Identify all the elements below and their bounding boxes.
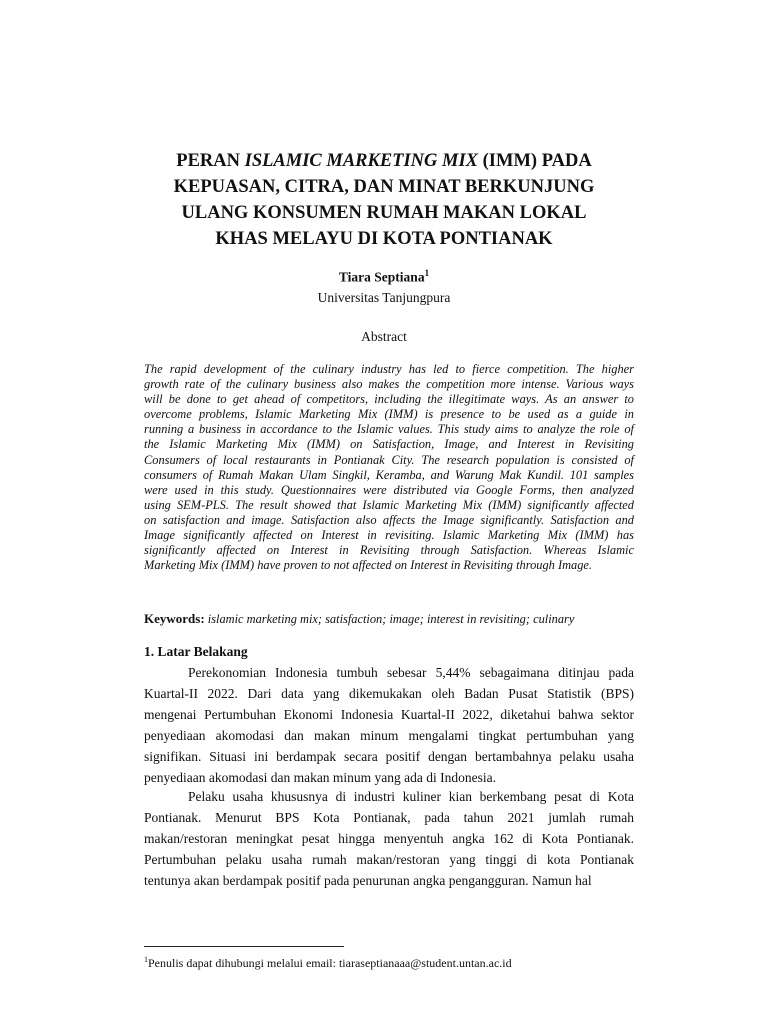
- paragraph-2: [144, 786, 634, 891]
- abstract-line: the Islamic Marketing Mix (IMM) on Satisfaction, Image, and Interest in Revisiting: [144, 437, 634, 452]
- paragraph-line: signifikan. Situasi ini berdampak secara positif dengan bertambahnya pelaku usaha: [144, 749, 634, 764]
- paragraph-line: Kuartal-II 2022. Dari data yang dikemukakan oleh Badan Pusat Statistik (BPS): [144, 686, 634, 701]
- author-name: [0, 268, 768, 286]
- paragraph-line: Perekonomian Indonesia tumbuh sebesar 5,44% sebagaimana ditinjau pada: [188, 665, 634, 680]
- abstract-line: will be done to get ahead of competitors, including the illegitimate ways. As an answer to: [144, 392, 634, 407]
- paragraph-1: [144, 662, 634, 788]
- footnote-text: Penulis dapat dihubungi melalui email: tiaraseptianaaa@student.untan.ac.id: [148, 956, 512, 970]
- abstract-line: Consumers of local restaurants in Pontianak City. The research population is consisted of: [144, 452, 634, 467]
- footnote-divider: [144, 946, 344, 947]
- keywords: [144, 611, 644, 627]
- paragraph-line: Pelaku usaha khususnya di industri kuliner kian berkembang pesat di Kota: [188, 789, 634, 804]
- abstract-line: growth rate of the culinary business also makes the competition more intense. Various ways: [144, 377, 634, 392]
- abstract-heading: Abstract: [361, 329, 407, 344]
- paragraph-line: Pontianak. Menurut BPS Kota Pontianak, pada tahun 2021 jumlah rumah: [144, 810, 634, 825]
- paragraph-line: penyediaan akomodasi dan makan minum mengalami tingkat pertumbuhan yang: [144, 728, 634, 743]
- paragraph-line: makan/restoran meningkat pesat hingga menyentuh angka 162 di Kota Pontianak.: [144, 831, 634, 846]
- abstract-line: significantly affected on Interest in Revisiting through Satisfaction. Whereas Islamic: [144, 543, 634, 558]
- author-affiliation: Universitas Tanjungpura: [317, 290, 451, 305]
- title-line-1: [120, 148, 648, 174]
- title-line-2: KEPUASAN, CITRA, DAN MINAT BERKUNJUNG: [173, 177, 595, 197]
- title-line-1-start: PERAN: [176, 151, 245, 171]
- title-line-4: KHAS MELAYU DI KOTA PONTIANAK: [215, 229, 553, 249]
- footnote-marker: 1: [144, 955, 148, 964]
- section-heading: 1. Latar Belakang: [144, 644, 248, 659]
- paragraph-line: penyediaan akomodasi dan makan minum yang ada di Indonesia.: [144, 770, 497, 785]
- author-name-text: Tiara Septiana: [338, 269, 425, 285]
- abstract-line: using SEM-PLS. The result showed that Islamic Marketing Mix (IMM) significantly affected: [144, 497, 634, 512]
- abstract-line: on satisfaction and image. Satisfaction also affects the Image significantly. Satisfaction and: [144, 512, 634, 527]
- abstract-line: Image significantly affected on Interest in revisiting. Islamic Marketing Mix (IMM) has: [144, 528, 634, 543]
- abstract-body: [144, 362, 634, 573]
- abstract-line: were used in this study. Questionnaires were distributed via Google Forms, then analyzed: [144, 482, 634, 497]
- keywords-text: islamic marketing mix; satisfaction; image; interest in revisiting; culinary: [204, 612, 575, 626]
- footnote: [144, 955, 512, 971]
- paragraph-line: mengenai Pertumbuhan Ekonomi Indonesia Kuartal-II 2022, diketahui bahwa sektor: [144, 707, 634, 722]
- abstract-line: The rapid development of the culinary industry has led to fierce competition. The higher: [144, 362, 634, 376]
- author-footnote-marker: 1: [424, 268, 430, 278]
- abstract-line: running a business in accordance to the Islamic values. This study aims to analyze the role of: [144, 422, 634, 437]
- keywords-label: Keywords:: [144, 611, 205, 626]
- abstract-line: Marketing Mix (IMM) have proven to not affected on Interest in Revisiting through Image.: [144, 558, 593, 573]
- title-line-3: ULANG KONSUMEN RUMAH MAKAN LOKAL: [181, 203, 587, 223]
- paper-title: [120, 148, 648, 252]
- abstract-line: overcome problems, Islamic Marketing Mix (IMM) is presence to be used as a guide in: [144, 407, 634, 422]
- paragraph-line: Pertumbuhan pelaku usaha rumah makan/restoran yang tinggi di kota Pontianak: [144, 852, 634, 867]
- paragraph-line: tentunya akan berdampak positif pada penurunan angka pengangguran. Namun hal: [144, 873, 592, 888]
- title-line-1-italic: ISLAMIC MARKETING MIX: [244, 151, 479, 171]
- title-line-1-end: (IMM) PADA: [478, 151, 592, 171]
- abstract-line: consumers of Rumah Makan Ulam Singkil, Keramba, and Warung Mak Kundil. 101 samples: [144, 467, 634, 482]
